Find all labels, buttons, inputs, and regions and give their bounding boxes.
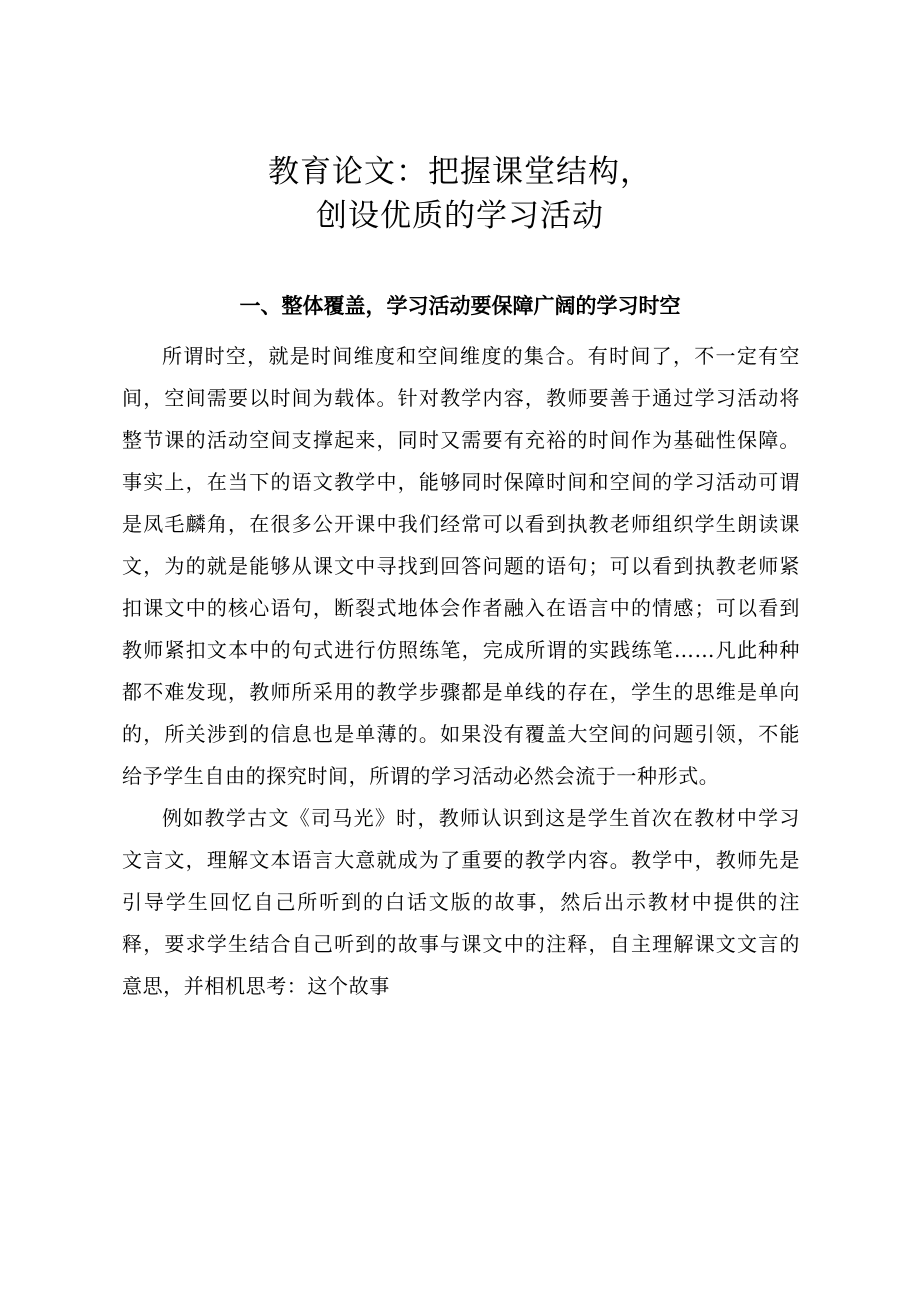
document-title [0,150,920,238]
title-line-1: 教育论文：把握课堂结构， [268,154,652,190]
paragraph-1: 所谓时空，就是时间维度和空间维度的集合。有时间了，不一定有空间，空间需要以时间为载体。针对教学内容，教师要善于通过学习活动将整节课的活动空间支撑起来，同时又需要有充裕的时间作为基础性保障。事实上，在当下的语文教学中，能够同时保障时间和空间的学习活动可谓是凤毛麟角，在很多公开课中我们经常可以看到执教老师组织学生朗读课文，为的就是能够从课文中寻找到回答问题的语句；可以看到执教老师紧扣课文中的核心语句，断裂式地体会作者融入在语言中的情感；可以看到教师紧扣文本中的句式进行仿照练笔，完成所谓的实践练笔……凡此种种都不难发现，教师所采用的教学步骤都是单线的存在，学生的思维是单向的，所关涉到的信息也是单薄的。如果没有覆盖大空间的问题引领，不能给予学生自由的探究时间，所谓的学习活动必然会流于一种形式。 [122,344,800,788]
section-heading: 一、整体覆盖，学习活动要保障广阔的学习时空 [239,294,681,318]
title-line-2: 创设优质的学习活动 [316,198,604,234]
body-text [122,335,800,1007]
paragraph-2: 例如教学古文《司马光》时，教师认识到这是学生首次在教材中学习文言文，理解文本语言大意就成为了重要的教学内容。教学中，教师先是引导学生回忆自己所听到的白话文版的故事，然后出示教材中提供的注释，要求学生结合自己听到的故事与课文中的注释，自主理解课文文言的意思，并相机思考：这个故事 [122,806,800,998]
